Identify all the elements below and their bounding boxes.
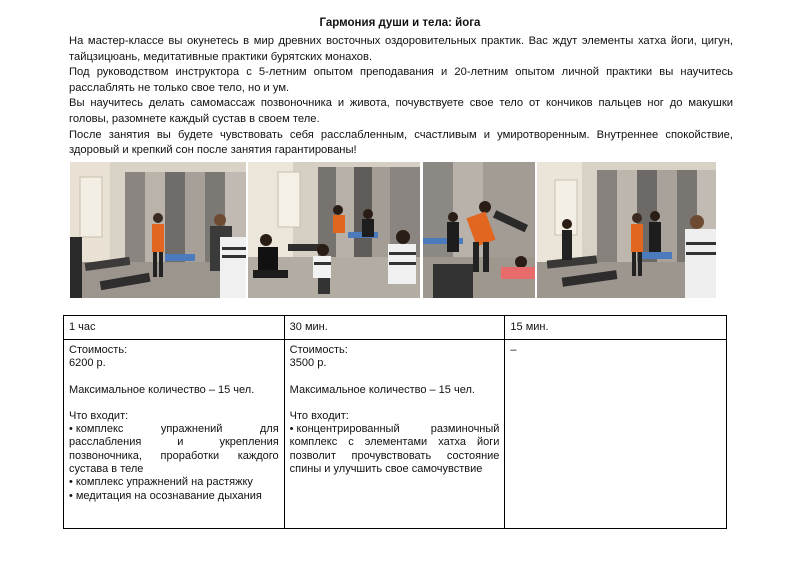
- photo-yoga-partner-stretch: [423, 162, 535, 298]
- price-value: 6200 р.: [69, 357, 106, 370]
- bullet-icon: •: [69, 423, 73, 436]
- price-label: Стоимость:: [289, 344, 348, 356]
- photo-yoga-studio-group: [70, 162, 246, 298]
- price-value: 3500 р.: [289, 357, 327, 370]
- intro-text: [69, 34, 733, 159]
- table-row: [64, 340, 727, 529]
- bullet-icon: •: [69, 476, 73, 489]
- duration-cell: 30 мин.: [284, 316, 505, 340]
- list-item: • медитация на осознавание дыхания: [69, 489, 262, 502]
- bullet-icon: •: [289, 423, 294, 436]
- includes-label: Что входит:: [69, 409, 129, 422]
- intro-paragraph: Вы научитесь делать самомассаж позвоночника и живота, почувствуете свое тело от кончиков пальцев ног до макушки головы, разомнете каждый сустав в своем теле.: [69, 97, 733, 125]
- table-header-row: [64, 316, 727, 340]
- pricing-table: [63, 315, 727, 529]
- page-title: Гармония души и тела: йога: [319, 17, 481, 29]
- duration-cell: 15 мин.: [505, 316, 727, 340]
- list-item: • комплекс упражнений на растяжку: [69, 476, 253, 489]
- empty-dash: –: [510, 344, 517, 356]
- max-participants: Максимальное количество – 15 чел.: [289, 383, 475, 396]
- list-item: • комплекс упражнений для расслабления и укрепления позвоночника, проработки каждого сустава в теле: [69, 423, 279, 476]
- intro-paragraph: На мастер-классе вы окунетесь в мир древних восточных оздоровительных практик. Вас ждут элементы хатха йоги, цигун, тайцзицюань, медитативные практики бурятских монахов.: [69, 35, 733, 63]
- details-cell: [64, 340, 285, 529]
- price-label: Стоимость:: [69, 344, 128, 356]
- bullet-icon: •: [69, 489, 73, 502]
- intro-paragraph: Под руководством инструктора с 5-летним опытом преподавания и 20-летним опытом личной практики вы научитесь расслаблять не только свое тело, но и ум.: [69, 66, 733, 94]
- includes-label: Что входит:: [289, 409, 349, 422]
- photo-yoga-studio-instructor: [537, 162, 716, 298]
- duration-cell: 1 час: [64, 316, 285, 340]
- photo-yoga-floor-stretch: [248, 162, 420, 298]
- max-participants: Максимальное количество – 15 чел.: [69, 383, 255, 396]
- details-cell: [284, 340, 505, 529]
- intro-paragraph: После занятия вы будете чувствовать себя расслабленным, счастливым и умиротворенным. Внутреннее спокойствие, здоровый и крепкий сон после занятия гарантированы!: [69, 128, 733, 157]
- list-item: • концентрированный разминочный комплекс с элементами хатха йоги позволит прочувствовать состояние спины и улучшить свое самочувствие: [289, 423, 500, 476]
- includes-list: [290, 423, 500, 476]
- details-cell: [505, 340, 727, 529]
- includes-list: [69, 423, 279, 503]
